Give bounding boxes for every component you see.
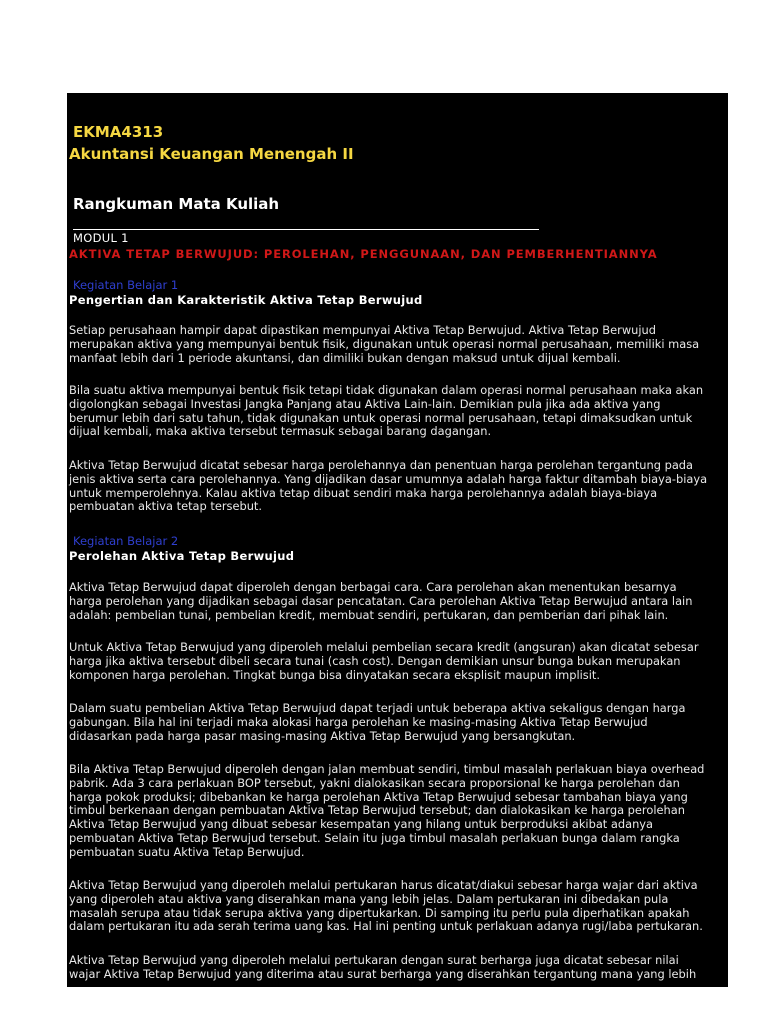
paragraph: Bila Aktiva Tetap Berwujud diperoleh dengan jalan membuat sendiri, timbul masalah perlakuan biaya overhead pabrik. Ada 3 cara perlakuan BOP tersebut, yakni dialokasikan secara proporsional ke harga perolehan dan harga pokok produksi; dibebankan ke harga perolehan Aktiva Tetap Berwujud sebesar tambahan biaya yang timbul berkenaan dengan pembuatan Aktiva Tetap Berwujud tersebut; dan dialokasikan ke harga perolehan Aktiva Tetap Berwujud yang dibuat sebesar kesempatan yang hilang untuk berproduksi akibat adanya pembuatan Aktiva Tetap Berwujud tersebut. Selain itu juga timbul masalah perlakuan bunga dalam rangka pembuatan suatu Aktiva Tetap Berwujud. [69,762,705,859]
kegiatan-belajar-1-link[interactable]: Kegiatan Belajar 1 [73,278,179,292]
course-code: EKMA4313 [73,123,164,141]
modul-title: AKTIVA TETAP BERWUJUD: PEROLEHAN, PENGGUNAAN, DAN PEMBERHENTIANNYA [69,247,658,261]
course-title: Akuntansi Keuangan Menengah II [69,145,354,163]
modul-label: MODUL 1 [73,231,129,245]
divider [73,229,539,230]
paragraph: Dalam suatu pembelian Aktiva Tetap Berwujud dapat terjadi untuk beberapa aktiva sekaligus dengan harga gabungan. Bila hal ini terjadi maka alokasi harga perolehan ke masing-masing Aktiva Tetap Berwujud didasarkan pada harga pasar masing-masing Aktiva Tetap Berwujud yang bersangkutan. [69,701,686,743]
paragraph: Setiap perusahaan hampir dapat dipastikan mempunyai Aktiva Tetap Berwujud. Aktiva Tetap Berwujud merupakan aktiva yang mempunyai bentuk fisik, digunakan untuk operasi normal perusahaan, memiliki masa manfaat lebih dari 1 periode akuntansi, dan dimiliki bukan dengan maksud untuk dijual kembali. [69,323,700,365]
document-page [67,93,728,987]
kegiatan-belajar-2-title: Perolehan Aktiva Tetap Berwujud [69,549,295,563]
kegiatan-belajar-2-link[interactable]: Kegiatan Belajar 2 [73,534,179,548]
paragraph: Bila suatu aktiva mempunyai bentuk fisik tetapi tidak digunakan dalam operasi normal perusahaan maka akan digolongkan sebagai Investasi Jangka Panjang atau Aktiva Lain-lain. Demikian pula jika ada aktiva yang berumur lebih dari satu tahun, tidak digunakan untuk operasi normal perusahaan, tetapi dimaksudkan untuk dijual kembali, maka aktiva tersebut termasuk sebagai barang dagangan. [69,383,704,439]
paragraph: Aktiva Tetap Berwujud yang diperoleh melalui pertukaran harus dicatat/diakui sebesar harga wajar dari aktiva yang diperoleh atau aktiva yang diserahkan mana yang lebih jelas. Dalam pertukaran ini dibedakan pula masalah serupa atau tidak serupa aktiva yang dipertukarkan. Di samping itu perlu pula diperhatikan apakah dalam pertukaran itu ada serah terima uang kas. Hal ini penting untuk perlakuan adanya rugi/laba pertukaran. [69,878,703,934]
paragraph: Untuk Aktiva Tetap Berwujud yang diperoleh melalui pembelian secara kredit (angsuran) akan dicatat sebesar harga jika aktiva tersebut dibeli secara tunai (cash cost). Dengan demikian unsur bunga bukan merupakan komponen harga perolehan. Tingkat bunga bisa dinyatakan secara eksplisit maupun implisit. [69,640,699,682]
paragraph: Aktiva Tetap Berwujud dapat diperoleh dengan berbagai cara. Cara perolehan akan menentukan besarnya harga perolehan yang dijadikan sebagai dasar pencatatan. Cara perolehan Aktiva Tetap Berwujud antara lain adalah: pembelian tunai, pembelian kredit, membuat sendiri, pertukaran, dan pemberian dari pihak lain. [69,580,693,622]
paragraph: Aktiva Tetap Berwujud yang diperoleh melalui pertukaran dengan surat berharga juga dicatat sebesar nilai wajar Aktiva Tetap Berwujud yang diterima atau surat berharga yang diserahkan tergantung mana yang lebih [69,953,697,981]
paragraph: Aktiva Tetap Berwujud dicatat sebesar harga perolehannya dan penentuan harga perolehan tergantung pada jenis aktiva serta cara perolehannya. Yang dijadikan dasar umumnya adalah harga faktur ditambah biaya-biaya untuk memperolehnya. Kalau aktiva tetap dibuat sendiri maka harga perolehannya adalah biaya-biaya pembuatan aktiva tetap tersebut. [69,458,708,514]
summary-heading: Rangkuman Mata Kuliah [73,195,280,213]
kegiatan-belajar-1-title: Pengertian dan Karakteristik Aktiva Tetap Berwujud [69,293,423,307]
